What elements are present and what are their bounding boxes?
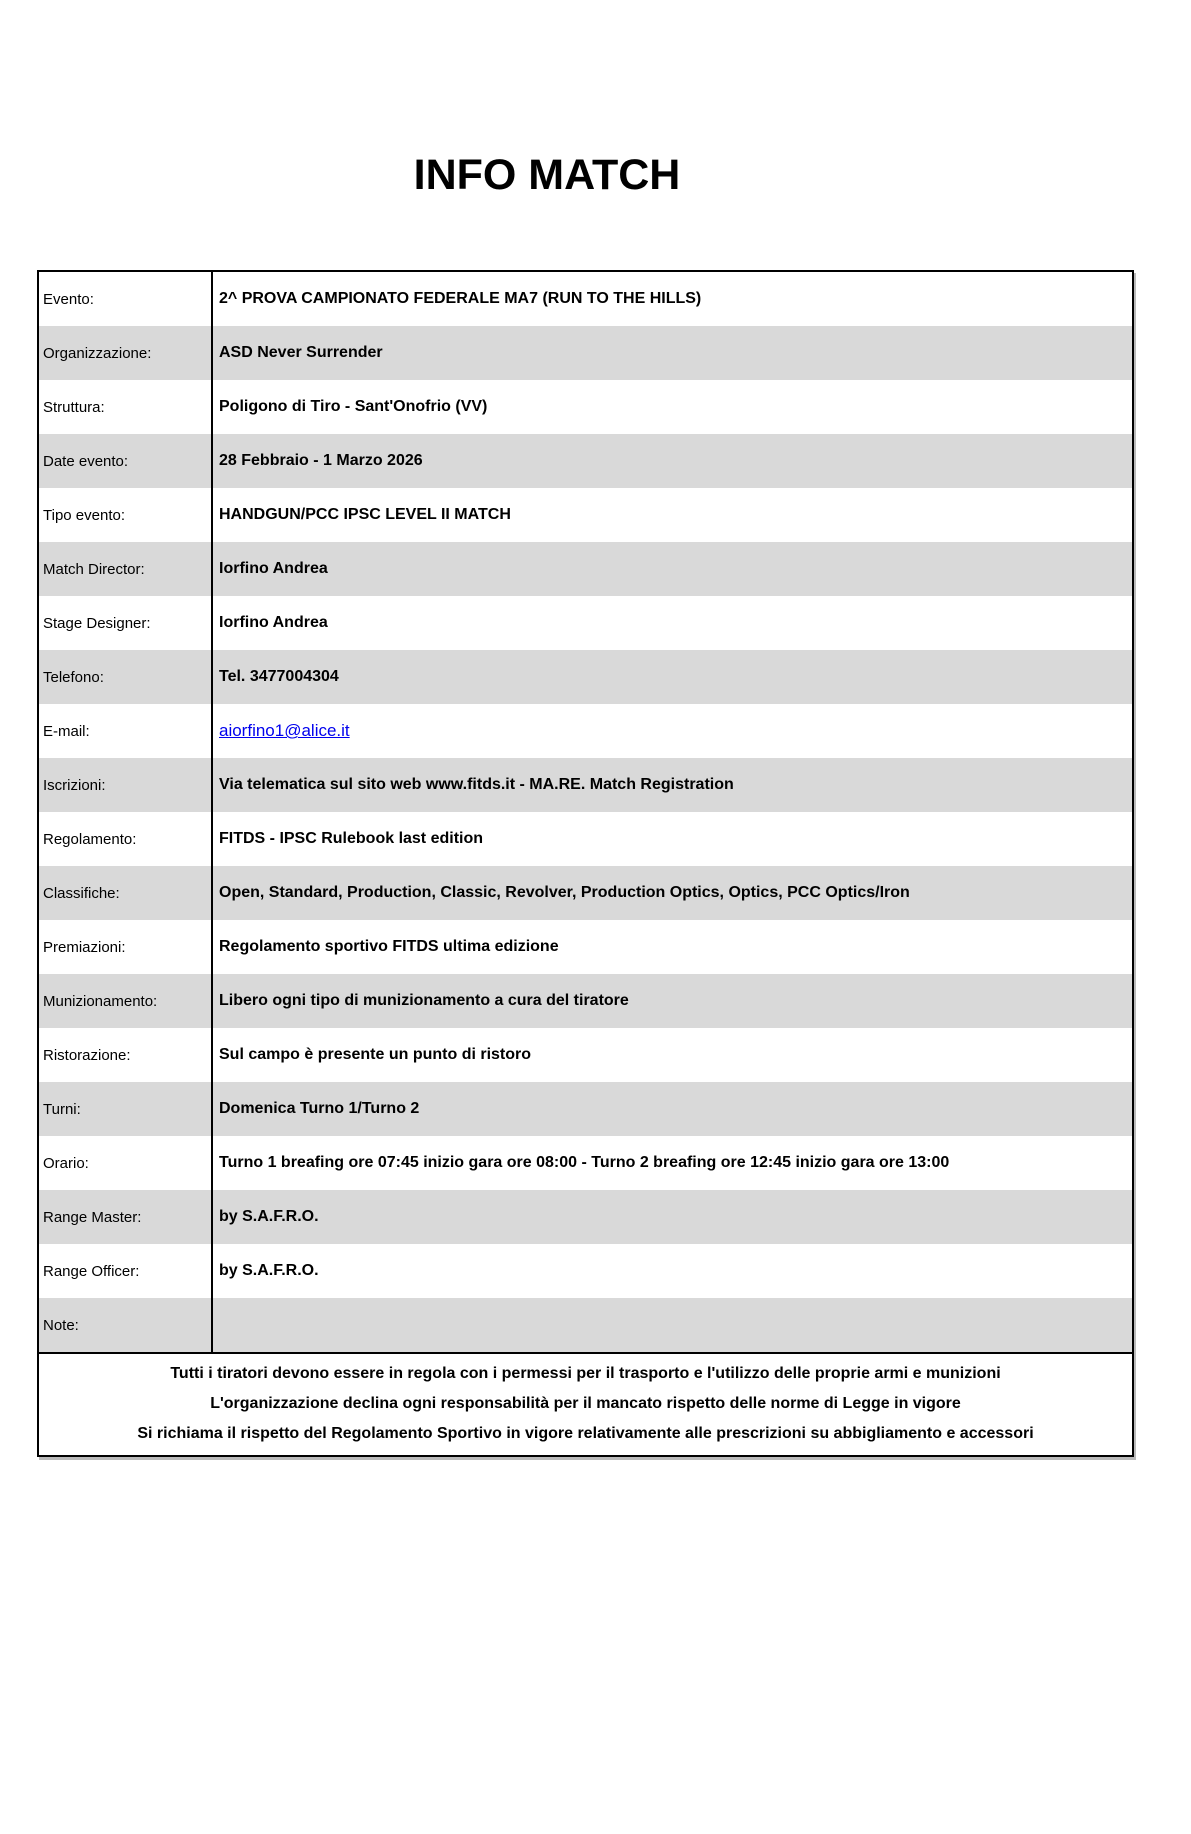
table-row: [39, 272, 1132, 326]
row-value: by S.A.F.R.O.: [219, 1262, 319, 1279]
row-value: 2^ PROVA CAMPIONATO FEDERALE MA7 (RUN TO THE HILLS): [219, 290, 702, 307]
row-label: Range Officer:: [39, 1244, 213, 1298]
row-value: by S.A.F.R.O.: [219, 1208, 319, 1225]
row-value: Tel. 3477004304: [219, 668, 339, 685]
page-title: INFO MATCH: [413, 151, 681, 199]
row-value: Turno 1 breafing ore 07:45 inizio gara ore 08:00 - Turno 2 breafing ore 12:45 inizio gara ore 13:00: [219, 1154, 950, 1171]
table-row: [39, 920, 1132, 974]
table-row: [39, 1136, 1132, 1190]
footer-line: L'organizzazione declina ogni responsabilità per il mancato rispetto delle norme di Legge in vigore: [210, 1395, 961, 1412]
table-row: [39, 326, 1132, 380]
row-value: Sul campo è presente un punto di ristoro: [219, 1046, 532, 1063]
table-row: [39, 650, 1132, 704]
row-label: Date evento:: [39, 434, 213, 488]
row-value: Regolamento sportivo FITDS ultima edizione: [219, 938, 559, 955]
row-value: Iorfino Andrea: [219, 560, 328, 577]
row-value: ASD Never Surrender: [219, 344, 383, 361]
table-row: [39, 1190, 1132, 1244]
footer-note: [39, 1352, 1132, 1455]
row-label: Tipo evento:: [39, 488, 213, 542]
row-label: Stage Designer:: [39, 596, 213, 650]
row-label: Turni:: [39, 1082, 213, 1136]
row-label: Note:: [39, 1298, 213, 1352]
row-value: Poligono di Tiro - Sant'Onofrio (VV): [219, 398, 488, 415]
table-row: [39, 1244, 1132, 1298]
footer-line: Si richiama il rispetto del Regolamento Sportivo in vigore relativamente alle prescrizioni su abbigliamento e accessori: [137, 1425, 1034, 1442]
table-row: [39, 596, 1132, 650]
email-link[interactable]: aiorfino1@alice.it: [219, 721, 350, 740]
row-value: Open, Standard, Production, Classic, Revolver, Production Optics, Optics, PCC Optics/Iron: [219, 884, 910, 901]
row-label: Telefono:: [39, 650, 213, 704]
info-table: [37, 270, 1134, 1457]
row-value: [213, 704, 1132, 758]
footer-line: Tutti i tiratori devono essere in regola con i permessi per il trasporto e l'utilizzo delle proprie armi e munizioni: [170, 1365, 1001, 1382]
row-value: [213, 1298, 1132, 1352]
table-row: [39, 758, 1132, 812]
row-label: Range Master:: [39, 1190, 213, 1244]
row-label: Munizionamento:: [39, 974, 213, 1028]
table-row: [39, 434, 1132, 488]
row-label: Match Director:: [39, 542, 213, 596]
table-row: [39, 542, 1132, 596]
row-label: Struttura:: [39, 380, 213, 434]
row-value: Via telematica sul sito web www.fitds.it - MA.RE. Match Registration: [219, 776, 734, 793]
row-label: Ristorazione:: [39, 1028, 213, 1082]
table-row: [39, 1028, 1132, 1082]
table-row: [39, 1082, 1132, 1136]
table-row: [39, 812, 1132, 866]
row-label: E-mail:: [39, 704, 213, 758]
row-label: Classifiche:: [39, 866, 213, 920]
table-row: [39, 380, 1132, 434]
row-value: Libero ogni tipo di munizionamento a cura del tiratore: [219, 992, 629, 1009]
row-value: Domenica Turno 1/Turno 2: [219, 1100, 420, 1117]
table-row: [39, 704, 1132, 758]
row-label: Regolamento:: [39, 812, 213, 866]
row-label: Evento:: [39, 272, 213, 326]
row-label: Orario:: [39, 1136, 213, 1190]
row-value: 28 Febbraio - 1 Marzo 2026: [219, 452, 423, 469]
row-label: Premiazioni:: [39, 920, 213, 974]
row-value: HANDGUN/PCC IPSC LEVEL II MATCH: [219, 506, 511, 523]
row-value: FITDS - IPSC Rulebook last edition: [219, 830, 484, 847]
row-value: Iorfino Andrea: [219, 614, 328, 631]
table-row: [39, 1298, 1132, 1352]
row-label: Iscrizioni:: [39, 758, 213, 812]
table-row: [39, 974, 1132, 1028]
table-row: [39, 866, 1132, 920]
info-table-rows: [39, 272, 1132, 1352]
row-label: Organizzazione:: [39, 326, 213, 380]
table-row: [39, 488, 1132, 542]
